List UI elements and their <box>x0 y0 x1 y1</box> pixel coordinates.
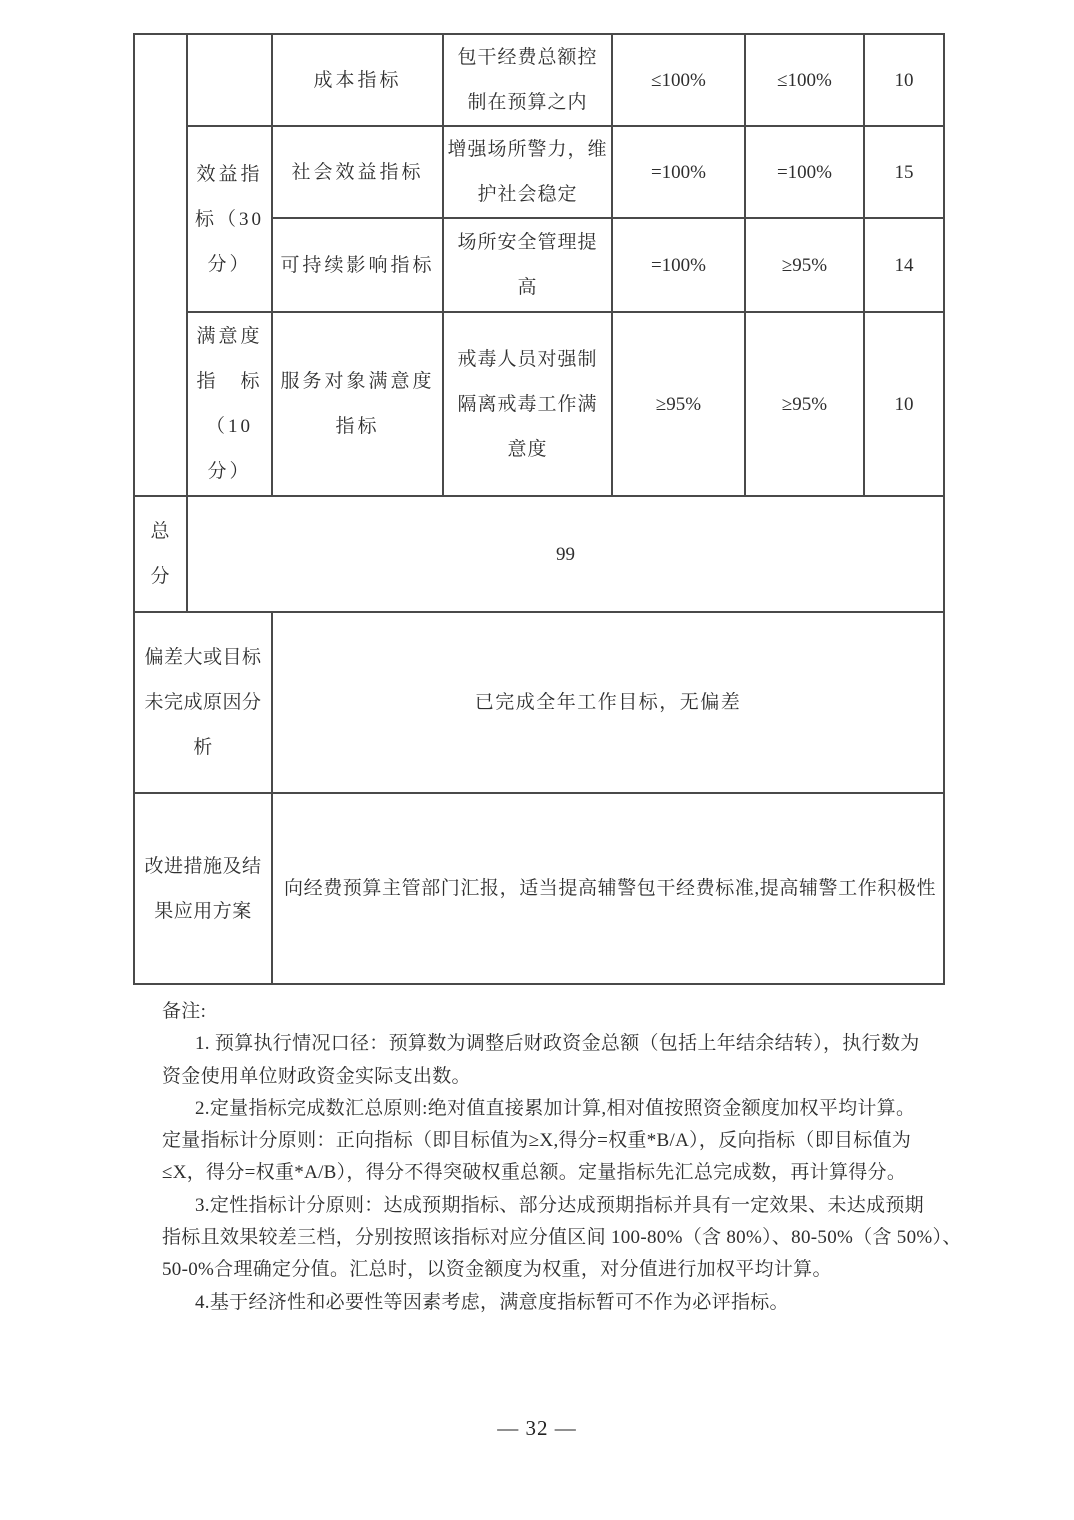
target-value: ≥95% <box>612 312 745 496</box>
indicator-description: 包干经费总额控 制在预算之内 <box>443 34 612 126</box>
table-row-cost-indicator <box>134 34 944 126</box>
indicator-name: 服务对象满意度 指标 <box>272 312 443 496</box>
target-value: =100% <box>612 126 745 218</box>
note-line: 2.定量指标完成数汇总原则:绝对值直接累加计算,相对值按照资金额度加权平均计算。 <box>195 1097 916 1119</box>
note-line: 50-0%合理确定分值。汇总时，以资金额度为权重，对分值进行加权平均计算。 <box>162 1259 832 1281</box>
table-row-social-benefit-indicator <box>134 126 944 218</box>
improvement-plan-label: 改进措施及结 果应用方案 <box>134 793 272 984</box>
table-row-total-score <box>134 496 944 612</box>
score-value: 14 <box>864 218 944 312</box>
total-score-label: 总 分 <box>134 496 187 612</box>
note-line: 3.定性指标计分原则：达成预期指标、部分达成预期指标并具有一定效果、未达成预期 <box>195 1194 924 1216</box>
table-row-deviation-analysis <box>134 612 944 793</box>
score-value: 15 <box>864 126 944 218</box>
note-line: 1. 预算执行情况口径：预算数为调整后财政资金总额（包括上年结余结转），执行数为 <box>195 1033 920 1055</box>
indicator-description: 场所安全管理提 高 <box>443 218 612 312</box>
table-row-improvement-plan <box>134 793 944 984</box>
target-value: ≤100% <box>612 34 745 126</box>
actual-value: ≤100% <box>745 34 864 126</box>
deviation-analysis-label: 偏差大或目标 未完成原因分 析 <box>134 612 272 793</box>
notes-title: 备注: <box>162 1001 207 1022</box>
performance-indicator-table <box>133 33 945 985</box>
notes-section <box>162 996 962 1319</box>
total-score-value: 99 <box>187 496 944 612</box>
category-benefit-indicators: 效益指 标（30 分） <box>187 126 272 312</box>
category-cell-empty <box>187 34 272 126</box>
indicator-description: 戒毒人员对强制 隔离戒毒工作满 意度 <box>443 312 612 496</box>
target-value: =100% <box>612 218 745 312</box>
actual-value: ≥95% <box>745 312 864 496</box>
note-line: 定量指标计分原则：正向指标（即目标值为≥X,得分=权重*B/A），反向指标（即目标值为 <box>162 1130 912 1152</box>
indicator-name: 成本指标 <box>272 34 443 126</box>
improvement-plan-value: 向经费预算主管部门汇报，适当提高辅警包干经费标准,提高辅警工作积极性 <box>272 793 944 984</box>
page-number: — 32 — <box>497 1416 577 1440</box>
table-row-satisfaction-indicator <box>134 312 944 496</box>
actual-value: ≥95% <box>745 218 864 312</box>
note-line: ≤X，得分=权重*A/B），得分不得突破权重总额。定量指标先汇总完成数，再计算得分。 <box>162 1162 907 1184</box>
note-line: 指标且效果较差三档，分别按照该指标对应分值区间 100-80%（含 80%）、80-50%（含 50%）、 <box>162 1227 962 1249</box>
category-satisfaction-indicators: 满意度 指 标 （10 分） <box>187 312 272 496</box>
outer-category-cell <box>134 34 187 496</box>
indicator-name: 可持续影响指标 <box>272 218 443 312</box>
actual-value: =100% <box>745 126 864 218</box>
indicator-description: 增强场所警力，维 护社会稳定 <box>443 126 612 218</box>
score-value: 10 <box>864 34 944 126</box>
indicator-name: 社会效益指标 <box>272 126 443 218</box>
score-value: 10 <box>864 312 944 496</box>
deviation-analysis-value: 已完成全年工作目标，无偏差 <box>272 612 944 793</box>
note-line: 资金使用单位财政资金实际支出数。 <box>162 1065 471 1087</box>
note-line: 4.基于经济性和必要性等因素考虑，满意度指标暂可不作为必评指标。 <box>195 1291 789 1313</box>
